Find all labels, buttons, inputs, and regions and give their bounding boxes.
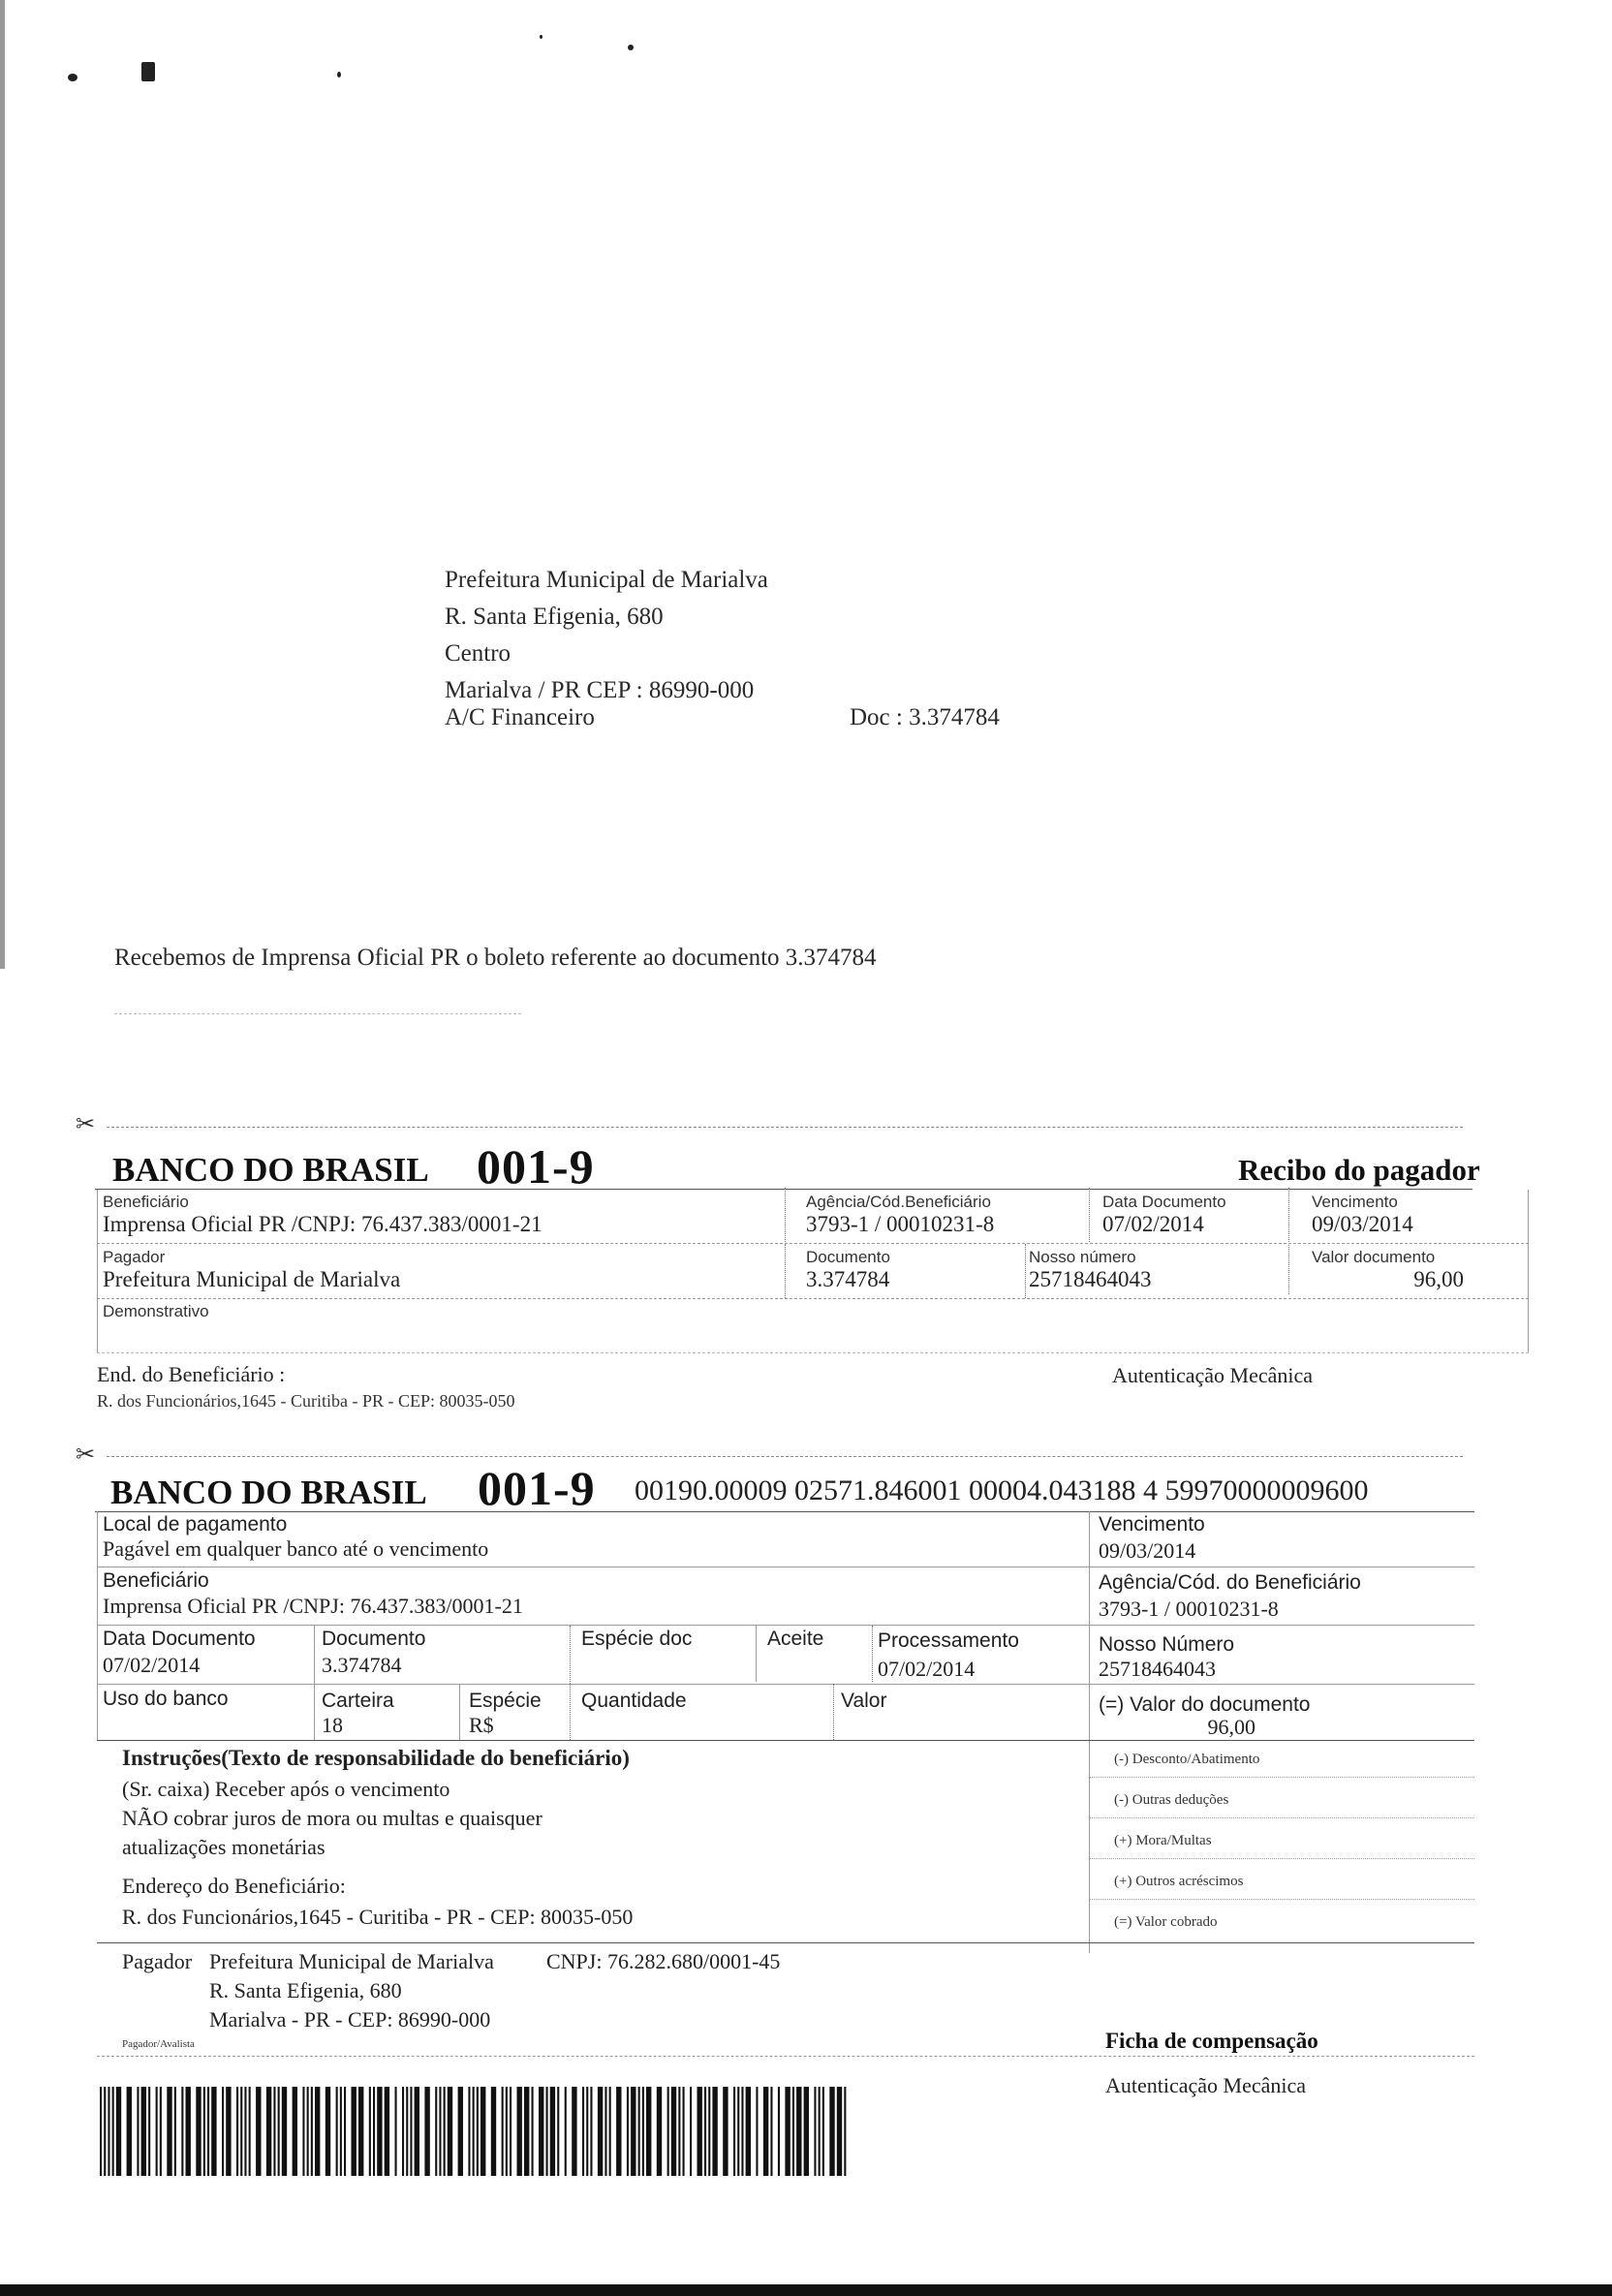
documento-value: 3.374784 — [806, 1267, 890, 1291]
barcode-bar — [524, 2087, 529, 2176]
row-line — [97, 1684, 1474, 1685]
end-beneficiario-label: End. do Beneficiário : — [97, 1362, 286, 1386]
nosso-numero-value: 25718464043 — [1029, 1267, 1152, 1291]
barcode-bar — [704, 2087, 706, 2176]
divider — [570, 1626, 571, 1740]
scan-speck — [337, 72, 341, 78]
agencia-value: 3793-1 / 00010231-8 — [806, 1212, 995, 1236]
barcode-bar — [480, 2087, 485, 2176]
row-line — [97, 1740, 1474, 1741]
divider — [785, 1188, 786, 1242]
pagador-address: R. Santa Efigenia, 680 — [209, 1978, 402, 2002]
nosso-numero-label: Nosso número — [1029, 1248, 1136, 1266]
barcode-bar — [792, 2087, 794, 2176]
barcode-bar — [167, 2087, 171, 2176]
barcode-bar — [240, 2087, 242, 2176]
divider — [314, 1626, 315, 1740]
cut-line — [107, 1127, 1463, 1128]
barcode-bar — [116, 2087, 121, 2176]
barcode-bar — [844, 2087, 846, 2176]
barcode-bar — [402, 2087, 404, 2176]
valor-doc-label: Valor documento — [1312, 1248, 1436, 1266]
barcode-bar — [532, 2087, 534, 2176]
especie-label: Espécie — [469, 1690, 542, 1712]
barcode-bar — [244, 2087, 246, 2176]
barcode-bar — [377, 2087, 382, 2176]
documento-value: 3.374784 — [322, 1653, 402, 1677]
barcode-bar — [778, 2087, 780, 2176]
divider — [872, 1626, 873, 1682]
barcode-bar — [565, 2087, 567, 2176]
deduction-item: (=) Valor cobrado — [1114, 1914, 1218, 1930]
barcode-bar — [638, 2087, 640, 2176]
linha-digitavel: 00190.00009 02571.846001 00004.043188 4 59970000009600 — [635, 1474, 1369, 1506]
local-value: Pagável em qualquer banco até o vencimento — [103, 1536, 489, 1561]
barcode-bar — [510, 2087, 512, 2176]
row-line — [97, 1625, 1474, 1626]
cut-line — [107, 1456, 1463, 1457]
quantidade-label: Quantidade — [581, 1690, 687, 1712]
barcode-bar — [678, 2087, 680, 2176]
barcode-bar — [598, 2087, 603, 2176]
agencia-label: Agência/Cód. do Beneficiário — [1099, 1571, 1361, 1594]
divider — [833, 1684, 834, 1740]
aceite-label: Aceite — [767, 1628, 824, 1650]
nosso-numero-label: Nosso Número — [1099, 1633, 1235, 1656]
beneficiario-value: Imprensa Oficial PR /CNPJ: 76.437.383/0001-21 — [103, 1212, 542, 1236]
recibo-top-line — [95, 1189, 1472, 1190]
autenticacao-mecanica: Autenticação Mecânica — [1105, 2073, 1307, 2097]
barcode-bar — [590, 2087, 592, 2176]
barcode-bar — [352, 2087, 356, 2176]
barcode-bar — [160, 2087, 162, 2176]
barcode-bar — [181, 2087, 183, 2176]
divider — [756, 1626, 757, 1682]
receipt-note: Recebemos de Imprensa Oficial PR o boleto referente ao documento 3.374784 — [114, 945, 877, 971]
barcode-bar — [174, 2087, 176, 2176]
barcode-bar — [406, 2087, 408, 2176]
signature-line — [114, 1013, 521, 1014]
processamento-value: 07/02/2014 — [878, 1657, 976, 1681]
barcode-bar — [502, 2087, 504, 2176]
barcode-bar — [690, 2087, 692, 2176]
row-line — [1089, 1817, 1474, 1818]
barcode-bar — [477, 2087, 479, 2176]
barcode-bar — [796, 2087, 801, 2176]
beneficiario-label: Beneficiário — [103, 1193, 189, 1211]
attention-line: A/C Financeiro — [445, 704, 595, 730]
barcode-bar — [604, 2087, 606, 2176]
barcode-bar — [733, 2087, 735, 2176]
barcode-bar — [203, 2087, 205, 2176]
instrucoes-line: atualizações monetárias — [122, 1835, 326, 1859]
barcode-bar — [369, 2087, 371, 2176]
barcode-bar — [273, 2087, 275, 2176]
especie-value: R$ — [469, 1713, 494, 1737]
barcode-bar — [667, 2087, 669, 2176]
barcode-bar — [222, 2087, 224, 2176]
end-beneficiario-value: R. dos Funcionários,1645 - Curitiba - PR - CEP: 80035-050 — [97, 1391, 515, 1411]
barcode-bar — [627, 2087, 629, 2176]
divider — [1089, 1511, 1090, 1953]
barcode-bar — [344, 2087, 346, 2176]
barcode-bar — [814, 2087, 816, 2176]
valor-doc-label: (=) Valor do documento — [1099, 1693, 1311, 1716]
divider — [1288, 1188, 1289, 1294]
deduction-item: (+) Outros acréscimos — [1114, 1874, 1244, 1889]
divider — [1025, 1244, 1026, 1298]
vencimento-label: Vencimento — [1099, 1513, 1205, 1536]
barcode-bar — [186, 2087, 191, 2176]
barcode-bar — [582, 2087, 584, 2176]
address-line: Prefeitura Municipal de Marialva — [445, 567, 768, 593]
row-line — [97, 2056, 1474, 2057]
address-line: R. Santa Efigenia, 680 — [445, 604, 664, 630]
documento-label: Documento — [322, 1628, 426, 1650]
barcode-bar — [708, 2087, 710, 2176]
barcode-bar — [256, 2087, 261, 2176]
barcode-bar — [340, 2087, 342, 2176]
barcode-bar — [358, 2087, 363, 2176]
data-doc-value: 07/02/2014 — [103, 1653, 201, 1677]
barcode-bar — [631, 2087, 636, 2176]
barcode-bar — [435, 2087, 437, 2176]
barcode-bar — [415, 2087, 419, 2176]
barcode-bar — [829, 2087, 834, 2176]
barcode-bar — [226, 2087, 231, 2176]
address-block — [445, 562, 1123, 709]
agencia-value: 3793-1 / 00010231-8 — [1099, 1597, 1279, 1621]
scan-speck — [141, 62, 155, 81]
barcode-bar — [439, 2087, 441, 2176]
scan-speck — [68, 74, 78, 81]
barcode-bar — [293, 2087, 297, 2176]
uso-banco-label: Uso do banco — [103, 1688, 229, 1710]
scissors-icon: ✂ — [76, 1441, 96, 1468]
recibo-title: Recibo do pagador — [1238, 1153, 1480, 1187]
pagador-avalista-label: Pagador/Avalista — [122, 2038, 195, 2050]
barcode-bar — [646, 2087, 651, 2176]
barcode-bar — [148, 2087, 150, 2176]
bank-name: BANCO DO BRASIL — [112, 1151, 429, 1189]
bank-code: 001-9 — [477, 1139, 595, 1194]
barcode-bar — [572, 2087, 576, 2176]
barcode-bar — [550, 2087, 555, 2176]
instrucoes-line: (Sr. caixa) Receber após o vencimento — [122, 1777, 450, 1801]
barcode-bar — [746, 2087, 751, 2176]
barcode-bar — [448, 2087, 452, 2176]
barcode-bar — [336, 2087, 338, 2176]
barcode-bar — [837, 2087, 842, 2176]
instrucoes-line: Endereço do Beneficiário: — [122, 1874, 346, 1898]
divider — [1089, 1188, 1090, 1242]
bank-code: 001-9 — [478, 1461, 596, 1515]
deduction-item: (+) Mora/Multas — [1114, 1833, 1212, 1848]
barcode-bar — [211, 2087, 216, 2176]
barcode-bar — [278, 2087, 280, 2176]
documento-label: Documento — [806, 1248, 890, 1266]
barcode-bar — [506, 2087, 508, 2176]
carteira-value: 18 — [322, 1713, 343, 1737]
barcode-bar — [236, 2087, 238, 2176]
barcode-bar — [458, 2087, 463, 2176]
vencimento-value: 09/03/2014 — [1312, 1212, 1413, 1236]
beneficiario-label: Beneficiário — [103, 1569, 209, 1592]
row-line — [1089, 1899, 1474, 1900]
barcode-bar — [156, 2087, 158, 2176]
scissors-icon: ✂ — [76, 1110, 96, 1137]
pagador-cnpj: CNPJ: 76.282.680/0001-45 — [546, 1949, 781, 1973]
barcode — [100, 2087, 870, 2176]
data-doc-label: Data Documento — [103, 1628, 256, 1650]
barcode-bar — [141, 2087, 146, 2176]
row-line — [97, 1243, 1529, 1244]
address-line: Centro — [445, 640, 512, 667]
instrucoes-line: NÃO cobrar juros de mora ou multas e quaisquer — [122, 1806, 542, 1830]
barcode-bar — [616, 2087, 621, 2176]
row-line — [1089, 1777, 1474, 1778]
divider — [459, 1684, 460, 1740]
instrucoes-line: R. dos Funcionários,1645 - Curitiba - PR - CEP: 80035-050 — [122, 1905, 634, 1929]
barcode-bar — [756, 2087, 758, 2176]
scan-speck — [628, 45, 634, 50]
barcode-bar — [373, 2087, 375, 2176]
pagador-label: Pagador — [122, 1949, 193, 1973]
deduction-item: (-) Desconto/Abatimento — [1114, 1752, 1260, 1767]
pagador-address: Marialva - PR - CEP: 86990-000 — [209, 2007, 491, 2032]
barcode-bar — [282, 2087, 287, 2176]
barcode-bar — [207, 2087, 209, 2176]
barcode-bar — [737, 2087, 739, 2176]
scan-edge — [0, 0, 5, 969]
barcode-bar — [657, 2087, 662, 2176]
scan-speck — [540, 35, 542, 39]
barcode-bar — [539, 2087, 543, 2176]
barcode-bar — [546, 2087, 548, 2176]
beneficiario-value: Imprensa Oficial PR /CNPJ: 76.437.383/0001-21 — [103, 1594, 523, 1618]
barcode-bar — [307, 2087, 309, 2176]
barcode-bar — [741, 2087, 743, 2176]
barcode-bar — [698, 2087, 702, 2176]
pagador-value: Prefeitura Municipal de Marialva — [103, 1267, 401, 1291]
divider — [97, 1190, 98, 1352]
scan-bottom-edge — [0, 2284, 1612, 2296]
barcode-bar — [723, 2087, 728, 2176]
barcode-bar — [517, 2087, 522, 2176]
barcode-bar — [712, 2087, 717, 2176]
doc-number: Doc : 3.374784 — [850, 704, 1000, 730]
nosso-numero-value: 25718464043 — [1099, 1657, 1216, 1681]
barcode-bar — [609, 2087, 611, 2176]
data-doc-label: Data Documento — [1102, 1193, 1226, 1211]
agencia-label: Agência/Cód.Beneficiário — [806, 1193, 991, 1211]
barcode-bar — [444, 2087, 446, 2176]
valor-label: Valor — [841, 1690, 887, 1712]
demonstrativo-label: Demonstrativo — [103, 1302, 209, 1320]
instrucoes-title: Instruções(Texto de responsabilidade do beneficiário) — [122, 1746, 630, 1770]
barcode-bar — [104, 2087, 106, 2176]
barcode-bar — [385, 2087, 389, 2176]
divider — [785, 1244, 786, 1298]
barcode-bar — [671, 2087, 676, 2176]
pagador-value: Prefeitura Municipal de Marialva — [209, 1949, 494, 1973]
barcode-bar — [473, 2087, 475, 2176]
barcode-bar — [468, 2087, 470, 2176]
barcode-bar — [557, 2087, 559, 2176]
barcode-bar — [683, 2087, 685, 2176]
barcode-bar — [586, 2087, 588, 2176]
especie-doc-label: Espécie doc — [581, 1628, 693, 1650]
barcode-bar — [822, 2087, 824, 2176]
autenticacao-mecanica: Autenticação Mecânica — [1112, 1363, 1314, 1387]
carteira-label: Carteira — [322, 1690, 394, 1712]
pagador-label: Pagador — [103, 1248, 166, 1266]
ficha-top-line — [95, 1511, 1474, 1512]
data-doc-value: 07/02/2014 — [1102, 1212, 1204, 1236]
barcode-bar — [249, 2087, 251, 2176]
barcode-bar — [410, 2087, 412, 2176]
valor-doc-value: 96,00 — [1413, 1267, 1464, 1291]
barcode-bar — [642, 2087, 644, 2176]
barcode-bar — [302, 2087, 304, 2176]
barcode-bar — [326, 2087, 330, 2176]
barcode-bar — [491, 2087, 496, 2176]
barcode-bar — [785, 2087, 790, 2176]
vencimento-label: Vencimento — [1312, 1193, 1398, 1211]
barcode-bar — [100, 2087, 102, 2176]
row-line — [97, 1298, 1529, 1299]
barcode-bar — [424, 2087, 429, 2176]
barcode-bar — [112, 2087, 114, 2176]
bank-name: BANCO DO BRASIL — [110, 1474, 427, 1511]
row-line — [97, 1352, 1529, 1353]
row-line — [97, 1942, 1474, 1943]
valor-doc-value: 96,00 — [1207, 1715, 1256, 1739]
deduction-item: (-) Outras deduções — [1114, 1792, 1229, 1808]
divider — [97, 1511, 98, 1740]
barcode-bar — [108, 2087, 109, 2176]
ficha-title: Ficha de compensação — [1105, 2029, 1318, 2053]
barcode-bar — [311, 2087, 313, 2176]
barcode-bar — [770, 2087, 772, 2176]
row-line — [1089, 1858, 1474, 1859]
barcode-bar — [196, 2087, 201, 2176]
divider — [1528, 1190, 1529, 1352]
barcode-bar — [266, 2087, 271, 2176]
address-line: Marialva / PR CEP : 86990-000 — [445, 677, 755, 703]
barcode-bar — [127, 2087, 132, 2176]
processamento-label: Processamento — [878, 1629, 1019, 1652]
local-label: Local de pagamento — [103, 1513, 288, 1536]
barcode-bar — [763, 2087, 768, 2176]
barcode-bar — [137, 2087, 139, 2176]
barcode-bar — [395, 2087, 397, 2176]
barcode-bar — [315, 2087, 320, 2176]
vencimento-value: 09/03/2014 — [1099, 1538, 1196, 1563]
barcode-bar — [819, 2087, 821, 2176]
barcode-bar — [804, 2087, 809, 2176]
